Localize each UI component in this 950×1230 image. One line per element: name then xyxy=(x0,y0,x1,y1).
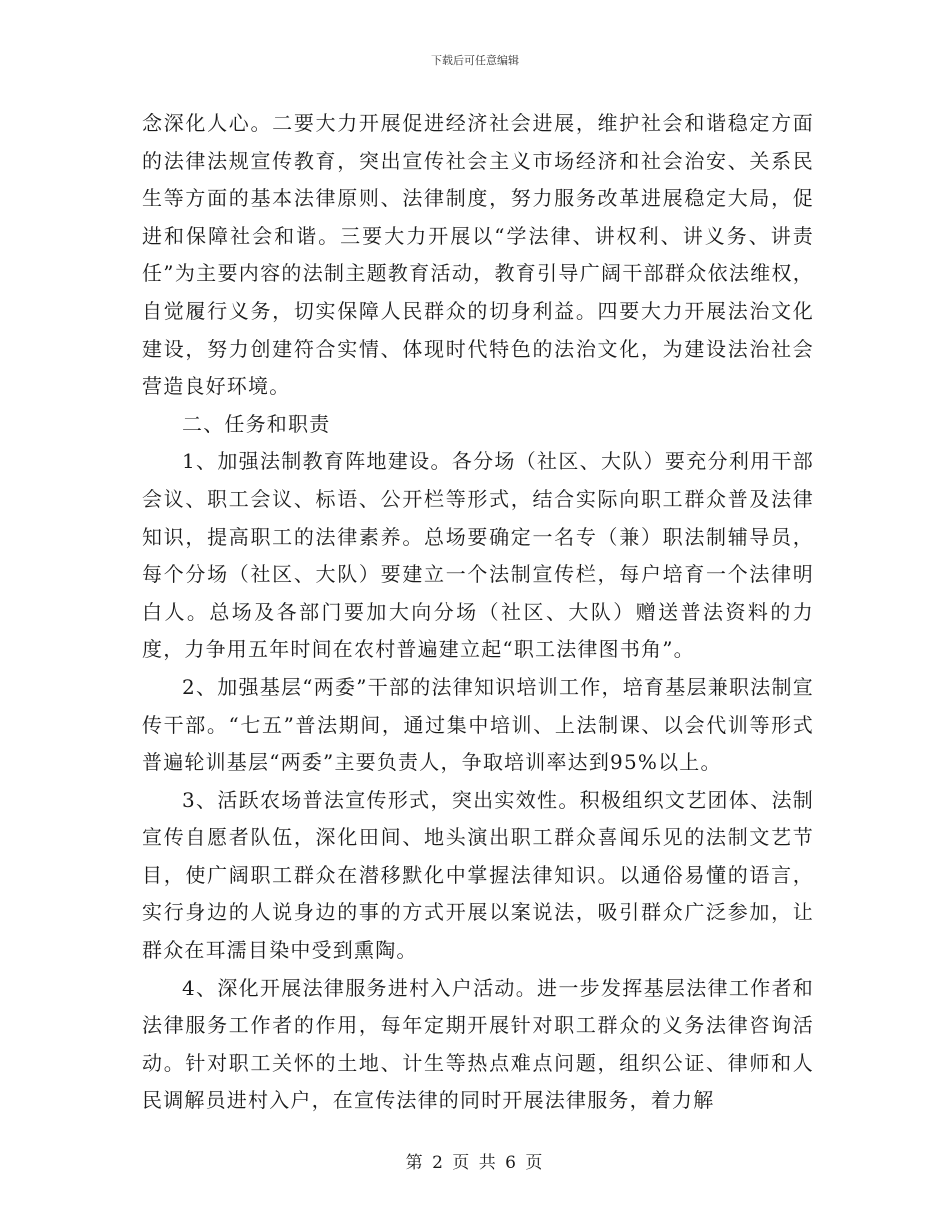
paragraph-1: 念深化人心。二要大力开展促进经济社会进展，维护社会和谐稳定方面的法律法规宣传教育，突出宣传社会主义市场经济和社会治安、关系民生等方面的基本法律原则、法律制度，努力服务改革进展稳定大局，促进和保障社会和谐。三要大力开展以“学法律、讲权利、讲义务、讲责任”为主要内容的法制主题教育活动，教育引导广阔干部群众依法维权，自觉履行义务，切实保障人民群众的切身利益。四要大力开展法治文化建设，努力创建符合实情、体现时代特色的法治文化，为建设法治社会营造良好环境。 xyxy=(142,111,814,399)
document-body xyxy=(142,105,814,1120)
page-number-footer: 第 2 页 共 6 页 xyxy=(405,1153,545,1173)
paragraph-item-1: 1、加强法制教育阵地建设。各分场（社区、大队）要充分利用干部会议、职工会议、标语、公开栏等形式，结合实际向职工群众普及法律知识，提高职工的法律素养。总场要确定一名专（兼）职法制辅导员，每个分场（社区、大队）要建立一个法制宣传栏，每户培育一个法律明白人。总场及各部门要加大向分场（社区、大队）赠送普法资料的力度，力争用五年时间在农村普遍建立起“职工法律图书角”。 xyxy=(142,449,814,662)
section-heading-tasks: 二、任务和职责 xyxy=(182,411,331,436)
page-header-note: 下载后可任意编辑 xyxy=(431,54,519,67)
paragraph-item-3: 3、活跃农场普法宣传形式，突出实效性。积极组织文艺团体、法制宣传自愿者队伍，深化田间、地头演出职工群众喜闻乐见的法制文艺节目，使广阔职工群众在潜移默化中掌握法律知识。以通俗易懂的语言，实行身边的人说身边的事的方式开展以案说法，吸引群众广泛参加，让群众在耳濡目染中受到熏陶。 xyxy=(142,787,814,963)
paragraph-item-2: 2、加强基层“两委”干部的法律知识培训工作，培育基层兼职法制宣传干部。“七五”普法期间，通过集中培训、上法制课、以会代训等形式普遍轮训基层“两委”主要负责人，争取培训率达到95%以上。 xyxy=(142,674,814,775)
paragraph-item-4: 4、深化开展法律服务进村入户活动。进一步发挥基层法律工作者和法律服务工作者的作用，每年定期开展针对职工群众的义务法律咨询活动。针对职工关怀的土地、计生等热点难点问题，组织公证、律师和人民调解员进村入户，在宣传法律的同时开展法律服务，着力解 xyxy=(142,975,814,1113)
